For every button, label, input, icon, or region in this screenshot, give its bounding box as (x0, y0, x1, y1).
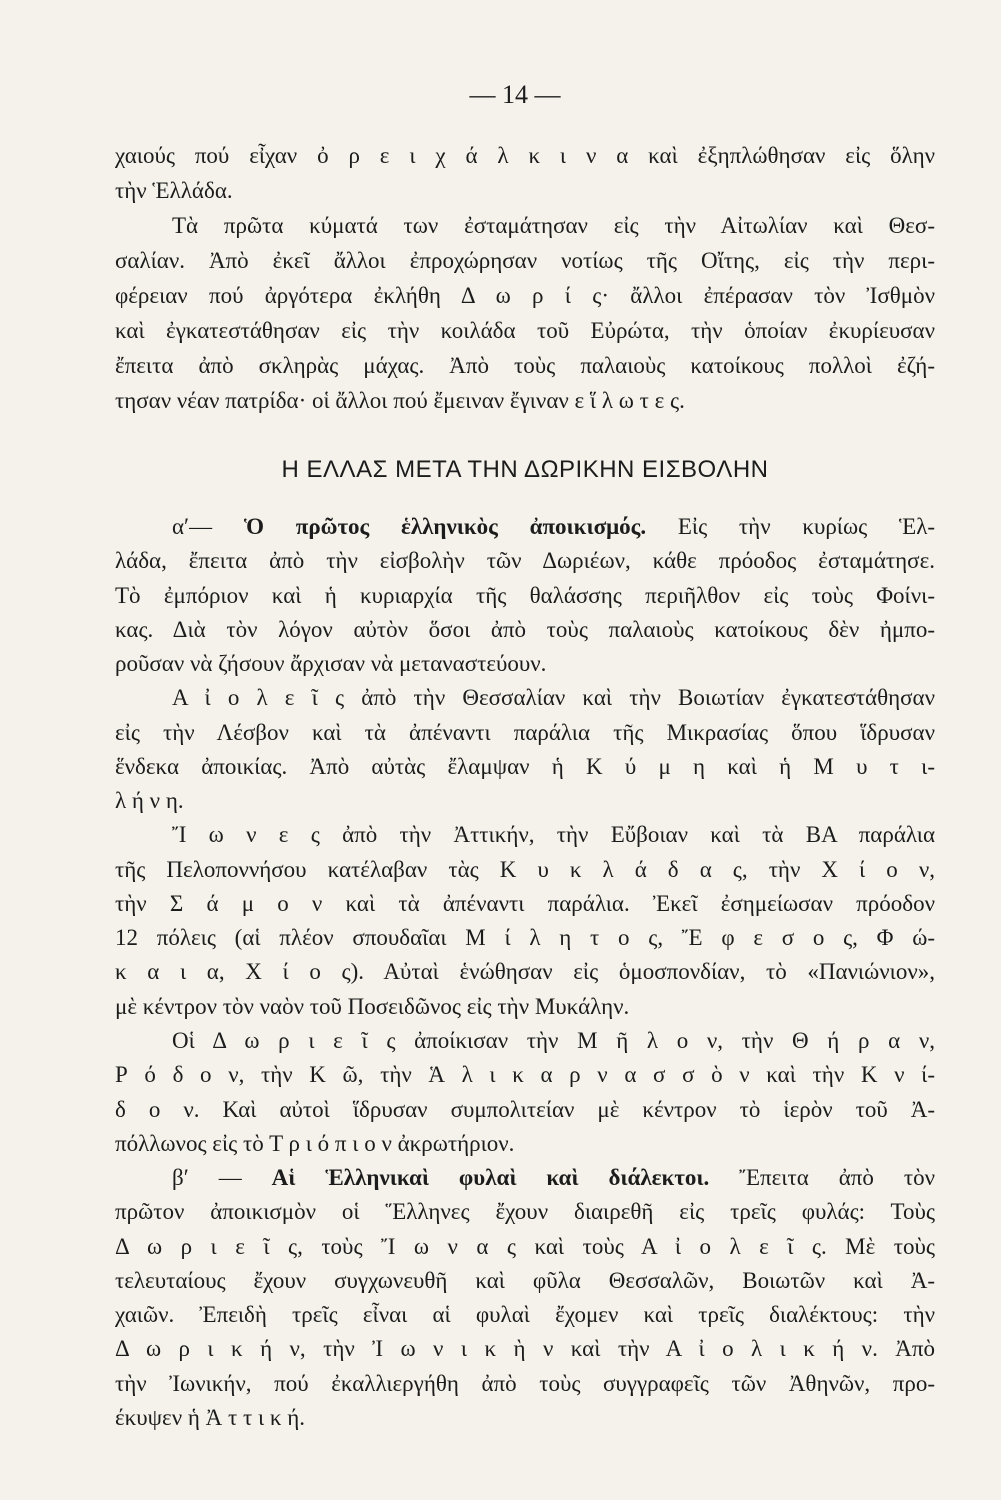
text-line: ροῦσαν νὰ ζήσουν ἄρχισαν νὰ μεταναστεύουν. (115, 651, 547, 677)
page-number: — 14 — (469, 80, 561, 109)
text-line: ἕνδεκα ἀποικίας. Ἀπὸ αὐτὰς ἔλαμψαν ἡ Κ ύ μ η καὶ ἡ Μ υ τ ι- (115, 753, 935, 779)
text-line: λ ή ν η. (115, 788, 184, 814)
section-heading: Η ΕΛΛΑΣ ΜΕΤΑ ΤΗΝ ΔΩΡΙΚΗΝ ΕΙΣΒΟΛΗΝ (281, 456, 769, 483)
text-line: Τὰ πρῶτα κύματά των ἐσταμάτησαν εἰς τὴν Αἰτωλίαν καὶ Θεσ- (172, 213, 935, 238)
text-line: εἰς τὴν Λέσβον καὶ τὰ ἀπέναντι παράλια τῆς Μικρασίας ὅπου ἵδρυσαν (115, 719, 935, 745)
text-line: πόλλωνος εἰς τὸ Τ ρ ι ό π ι ο ν ἀκρωτήριον. (115, 1130, 515, 1156)
text-line: τὴν Σ ά μ ο ν καὶ τὰ ἀπέναντι παράλια. Ἐκεῖ ἐσημείωσαν πρόοδον (115, 890, 935, 916)
text-line: ἔπειτα ἀπὸ σκληρὰς μάχας. Ἀπὸ τοὺς παλαιοὺς κατοίκους πολλοὶ ἐζή- (115, 353, 935, 378)
text-line: τῆς Πελοποννήσου κατέλαβαν τὰς Κ υ κ λ ά δ α ς, τὴν Χ ί ο ν, (115, 856, 935, 882)
text-line: κ α ι α, Χ ί ο ς). Αὐταὶ ἑνώθησαν εἰς ὁμοσπονδίαν, τὸ «Πανιώνιον», (115, 959, 935, 985)
subsection-first-rest: Εἰς τὴν κυρίως Ἑλ- (677, 514, 935, 539)
text-line: Δ ω ρ ι κ ή ν, τὴν Ἰ ω ν ι κ ὴ ν καὶ τὴν Α ἰ ο λ ι κ ή ν. Ἀπὸ (115, 1336, 935, 1362)
subsection-first-line (115, 510, 935, 544)
text-line: Τὸ ἐμπόριον καὶ ἡ κυριαρχία τῆς θαλάσσης περιῆλθον εἰς τοὺς Φοίνι- (115, 582, 935, 608)
text-line: 12 πόλεις (αἱ πλέον σπουδαῖαι Μ ί λ η τ ο ς, Ἔ φ ε σ ο ς, Φ ώ- (115, 925, 935, 951)
intro-text (115, 138, 935, 418)
subsection-first-line (115, 1161, 935, 1195)
subsection-label: α′— (172, 514, 213, 539)
text-line: Ρ ό δ ο ν, τὴν Κ ῶ, τὴν Ἁ λ ι κ α ρ ν α σ σ ὸ ν καὶ τὴν Κ ν ί- (115, 1062, 935, 1088)
text-line: έκυψεν ἡ Ἀ τ τ ι κ ή. (115, 1404, 306, 1430)
text-line: λάδα, ἔπειτα ἀπὸ τὴν εἰσβολὴν τῶν Δωριέων, κάθε πρόοδος ἐσταμάτησε. (115, 548, 935, 574)
text-line: τὴν Ἰωνικήν, πού ἐκαλλιεργήθη ἀπὸ τοὺς συγγραφεῖς τῶν Ἀθηνῶν, προ- (115, 1370, 935, 1396)
text-line: πρῶτον ἀποικισμὸν οἱ Ἕλληνες ἔχουν διαιρεθῆ εἰς τρεῖς φυλάς: Τοὺς (115, 1199, 935, 1225)
text-line: Δ ω ρ ι ε ῖ ς, τοὺς Ἴ ω ν α ς καὶ τοὺς Α ἰ ο λ ε ῖ ς. Μὲ τοὺς (115, 1233, 935, 1259)
text-line: Ἴ ω ν ε ς ἀπὸ τὴν Ἀττικήν, τὴν Εὔβοιαν καὶ τὰ ΒΑ παράλια (172, 822, 935, 848)
text-line: δ ο ν. Καὶ αὐτοὶ ἵδρυσαν συμπολιτείαν μὲ κέντρον τὸ ἱερὸν τοῦ Ἀ- (115, 1096, 935, 1122)
text-line: τελευταίους ἔχουν συγχωνευθῆ καὶ φῦλα Θεσσαλῶν, Βοιωτῶν καὶ Ἀ- (115, 1267, 935, 1293)
text-line: Α ἰ ο λ ε ῖ ς ἀπὸ τὴν Θεσσαλίαν καὶ τὴν Βοιωτίαν ἐγκατεστάθησαν (172, 685, 935, 711)
text-line: Οἱ Δ ω ρ ι ε ῖ ς ἀποίκισαν τὴν Μ ῆ λ ο ν, τὴν Θ ή ρ α ν, (172, 1027, 935, 1053)
subsection-title: Ὁ πρῶτος ἑλληνικὸς ἀποικισμός. (243, 514, 647, 539)
main-text (115, 510, 935, 1435)
text-line: μὲ κέντρον τὸν ναὸν τοῦ Ποσειδῶνος εἰς τὴν Μυκάλην. (115, 993, 630, 1019)
text-line: χαιούς πού εἶχαν ὀ ρ ε ι χ ά λ κ ι ν α καὶ ἐξηπλώθησαν εἰς ὅλην (115, 143, 935, 168)
text-line: καὶ ἐγκατεστάθησαν εἰς τὴν κοιλάδα τοῦ Εὐρώτα, τὴν ὁποίαν ἐκυρίευσαν (115, 318, 935, 343)
text-line: τὴν Ἑλλάδα. (115, 178, 233, 203)
subsection-label: β′ — (172, 1165, 242, 1191)
text-line: τησαν νέαν πατρίδα· οἱ ἄλλοι πού ἔμειναν ἔγιναν ε ἵ λ ω τ ε ς. (115, 388, 685, 413)
subsection-first-rest: Ἔπειτα ἀπὸ τὸν (739, 1165, 935, 1191)
text-line: φέρειαν πού ἀργότερα ἐκλήθη Δ ω ρ ί ς· ἄλλοι ἐπέρασαν τὸν Ἰσθμὸν (115, 283, 935, 308)
text-line: κας. Διὰ τὸν λόγον αὐτὸν ὅσοι ἀπὸ τοὺς παλαιοὺς κατοίκους δὲν ἠμπο- (115, 616, 935, 642)
subsection-title: Αἱ Ἑλληνικαὶ φυλαὶ καὶ διάλεκτοι. (271, 1165, 710, 1191)
text-line: σαλίαν. Ἀπὸ ἐκεῖ ἄλλοι ἐπροχώρησαν νοτίως τῆς Οἴτης, εἰς τὴν περι- (115, 248, 935, 273)
text-line: χαιῶν. Ἐπειδὴ τρεῖς εἶναι αἱ φυλαὶ ἔχομεν καὶ τρεῖς διαλέκτους: τὴν (115, 1302, 935, 1328)
